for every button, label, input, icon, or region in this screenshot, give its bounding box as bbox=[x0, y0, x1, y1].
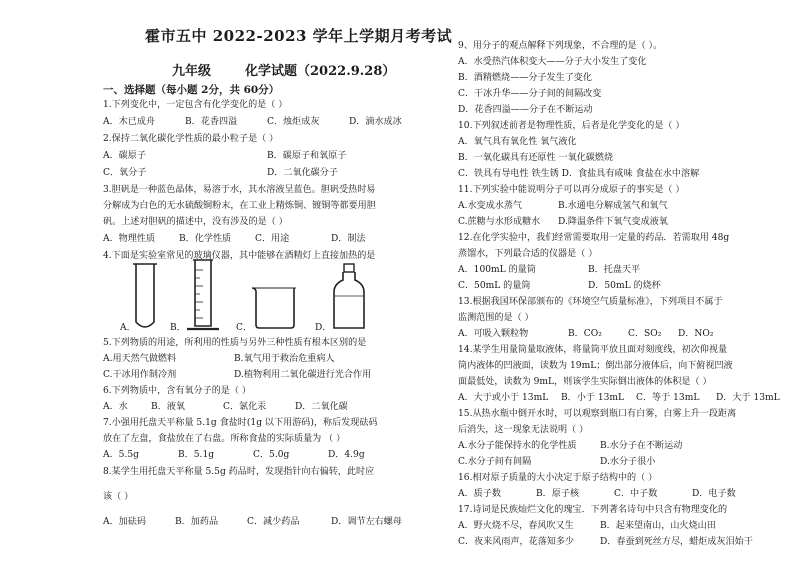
option: D.水分子很小 bbox=[600, 457, 656, 467]
q12-options-row2 bbox=[458, 280, 661, 292]
option: C．等于 13mL bbox=[636, 393, 700, 403]
q10-option-a: A．氧气具有氧化性 氧气液化 bbox=[458, 137, 577, 147]
q5-options-row2 bbox=[103, 369, 371, 381]
q8-options bbox=[103, 516, 402, 528]
option: C．氯化汞 bbox=[223, 402, 267, 412]
option: C.水分子间有间隔 bbox=[458, 457, 532, 467]
option: A．木已成舟 bbox=[103, 117, 156, 127]
question-8-line1: 8.某学生用托盘天平称量 5.5g 药品时，发现指针向右偏转，此时应 bbox=[103, 467, 375, 477]
exam-name: 化学试题（2022.9.28） bbox=[245, 64, 396, 79]
option: C．50mL 的量筒 bbox=[458, 281, 531, 291]
question-12-line2: 蒸馏水，下列最合适的仪器是（ ） bbox=[458, 249, 598, 259]
option: D．制法 bbox=[331, 234, 366, 244]
option: C．夜来风雨声，花落知多少 bbox=[458, 537, 575, 547]
question-14-line3: 面最低处，读数为 9mL，则该学生实际倒出液体的体积是（ ） bbox=[458, 377, 712, 387]
question-12-line1: 12.在化学实验中，我们经常需要取用一定量的药品．若需取用 48g bbox=[458, 233, 730, 243]
option: A．物理性质 bbox=[103, 234, 156, 244]
option: D．NO₂ bbox=[678, 329, 714, 339]
option: A.水分子能保持水的化学性质 bbox=[458, 441, 577, 451]
option: C.蔗糖与水形成糖水 bbox=[458, 217, 541, 227]
option: C．5.0g bbox=[253, 450, 290, 460]
option: C．氧分子 bbox=[103, 168, 147, 178]
option: A．可吸入颗粒物 bbox=[458, 329, 529, 339]
option: D．春蚕到死丝方尽，蜡炬成灰泪始干 bbox=[600, 537, 753, 547]
option: D．滴水成冰 bbox=[349, 117, 402, 127]
q14-options bbox=[458, 392, 780, 404]
question-3-line2: 分解成为白色的无水硫酸铜粉末，在工业上精炼铜、镀铜等都要用胆 bbox=[103, 201, 376, 211]
q15-options-row2 bbox=[458, 456, 655, 468]
question-3-line1: 3.胆矾是一种蓝色晶体，易溶于水，其水溶液呈蓝色。胆矾受热时易 bbox=[103, 185, 376, 195]
option: B．加药品 bbox=[175, 517, 219, 527]
option: B．起来望南山，山火烧山田 bbox=[600, 521, 716, 531]
option: D．4.9g bbox=[328, 450, 365, 460]
question-13-line2: 监测范围的是（ ） bbox=[458, 313, 534, 323]
option: A．水 bbox=[103, 402, 128, 412]
option: B.水通电分解成氢气和氧气 bbox=[558, 201, 668, 211]
question-7-line2: 放在了左盘，食盐放在了右盘。所称食盐的实际质量为 （ ） bbox=[103, 434, 346, 444]
option: C．用途 bbox=[255, 234, 290, 244]
q7-options bbox=[103, 449, 365, 461]
option: D.降温条件下氧气变成液氧 bbox=[558, 217, 668, 227]
question-1: 1.下列变化中，一定包含有化学变化的是（ ） bbox=[103, 100, 288, 110]
option: B．原子核 bbox=[536, 489, 580, 499]
option: A.用天然气做燃料 bbox=[103, 354, 177, 364]
option: A．5.5g bbox=[103, 450, 139, 460]
q11-options-row2 bbox=[458, 216, 668, 228]
q9-option-a: A．水受热汽体积变大——分子大小发生了变化 bbox=[458, 57, 647, 67]
question-10: 10.下列叙述前者是物理性质，后者是化学变化的是（ ） bbox=[458, 121, 685, 131]
q3-options bbox=[103, 233, 366, 245]
option: A．质子数 bbox=[458, 489, 501, 499]
grade-label: 九年级 bbox=[172, 64, 212, 79]
option: A．100mL 的量筒 bbox=[458, 265, 536, 275]
q2-options-row2 bbox=[103, 167, 338, 179]
option: B.水分子在不断运动 bbox=[600, 441, 683, 451]
q4-option-b: B． bbox=[170, 323, 186, 333]
question-13-line1: 13.根据我国环保部颁布的《环境空气质量标准》，下列项目不属于 bbox=[458, 297, 723, 307]
question-4: 4.下面是实验室常见的玻璃仪器，其中能够在酒精灯上直接加热的是 bbox=[103, 251, 376, 261]
q17-options-row2 bbox=[458, 536, 753, 548]
q5-options-row1 bbox=[103, 353, 335, 365]
page-title: 霍市五中 2022-2023 学年上学期月考考试 bbox=[145, 27, 453, 45]
q12-options-row1 bbox=[458, 264, 640, 276]
option: B．5.1g bbox=[178, 450, 215, 460]
option: C．SO₂ bbox=[628, 329, 662, 339]
option: A．加砝码 bbox=[103, 517, 146, 527]
question-5: 5.下列物质的用途，所利用的性质与另外三种性质有根本区别的是 bbox=[103, 338, 367, 348]
option: B.氧气用于救治危重病人 bbox=[234, 354, 335, 364]
option: B．液氧 bbox=[151, 402, 185, 412]
question-17: 17.诗词是民族灿烂文化的瑰宝．下列著名诗句中只含有物理变化的 bbox=[458, 505, 728, 515]
option: A．碳原子 bbox=[103, 151, 146, 161]
option: C．减少药品 bbox=[247, 517, 300, 527]
q9-option-b: B．酒精燃烧——分子发生了变化 bbox=[458, 73, 592, 83]
option: D．二氧化碳分子 bbox=[267, 168, 338, 178]
question-2: 2.保持二氧化碳化学性质的最小粒子是（ ） bbox=[103, 134, 279, 144]
question-3-line3: 矾。上述对胆矾的描述中，没有涉及的是（ ） bbox=[103, 217, 288, 227]
option: D．调节左右螺母 bbox=[331, 517, 402, 527]
question-14-line2: 筒内液体的凹液面，读数为 19mL；倒出部分液体后，向下俯视凹液 bbox=[458, 361, 733, 371]
option: B．花香四溢 bbox=[185, 117, 238, 127]
option: D.植物利用二氧化碳进行光合作用 bbox=[234, 370, 372, 380]
q10-option-b: B．一氧化碳具有还原性 一氧化碳燃烧 bbox=[458, 153, 614, 163]
option: A．大于或小于 13mL bbox=[458, 393, 549, 403]
question-16: 16.相对原子质量的大小决定于原子结构中的（ ） bbox=[458, 473, 658, 483]
q1-options bbox=[103, 116, 402, 128]
question-11: 11.下列实验中能说明分子可以再分成原子的事实是（ ） bbox=[458, 185, 685, 195]
reagent-bottle-image bbox=[330, 262, 368, 332]
question-9: 9、用分子的观点解释下列现象，不合理的是（ ）。 bbox=[458, 41, 663, 51]
q9-option-d: D．花香四溢——分子在不断运动 bbox=[458, 105, 593, 115]
q4-option-a: A． bbox=[120, 323, 136, 333]
q11-options-row1 bbox=[458, 200, 668, 212]
option: C．烛炬成灰 bbox=[267, 117, 320, 127]
option: D．电子数 bbox=[692, 489, 736, 499]
q10-option-cd: C．铁具有导电性 铁生锈 D．食盐具有咸味 食盐在水中溶解 bbox=[458, 169, 700, 179]
option: D．大于 13mL bbox=[716, 393, 780, 403]
beaker-image bbox=[250, 285, 300, 330]
q13-options bbox=[458, 328, 713, 340]
option: B．小于 13mL bbox=[561, 393, 625, 403]
q4-option-c: C． bbox=[236, 323, 253, 333]
option: C.干冰用作制冷剂 bbox=[103, 370, 177, 380]
graduated-cylinder-image bbox=[183, 258, 223, 336]
option: C．中子数 bbox=[614, 489, 658, 499]
question-15-line2: 后消失，这一现象无法说明（ ） bbox=[458, 425, 589, 435]
q9-option-c: C．干冰升华——分子间的间隔改变 bbox=[458, 89, 602, 99]
q16-options bbox=[458, 488, 736, 500]
option: A．野火烧不尽，春风吹又生 bbox=[458, 521, 574, 531]
question-15-line1: 15.从热水瓶中倒开水时，可以观察到瓶口有白雾，白雾上升一段距离 bbox=[458, 409, 737, 419]
question-6: 6.下列物质中，含有氧分子的是（ ） bbox=[103, 386, 251, 396]
option: D．二氧化碳 bbox=[295, 402, 348, 412]
q15-options-row1 bbox=[458, 440, 682, 452]
question-7-line1: 7.小强用托盘天平称量 5.1g 食盐时(1g 以下用游码)，称后发现砝码 bbox=[103, 418, 378, 428]
q2-options-row1 bbox=[103, 150, 346, 162]
exam-subtitle bbox=[172, 60, 395, 79]
option: B．托盘天平 bbox=[588, 265, 641, 275]
question-14-line1: 14.某学生用量筒量取液体，将量筒平放且面对刻度线，初次仰视量 bbox=[458, 345, 728, 355]
option: D．50mL 的烧杯 bbox=[588, 281, 661, 291]
option: B．CO₂ bbox=[568, 329, 602, 339]
q4-option-d: D． bbox=[315, 323, 332, 333]
question-8-line2: 该（ ） bbox=[103, 492, 134, 502]
q17-options-row1 bbox=[458, 520, 716, 532]
option: B．碳原子和氧原子 bbox=[267, 151, 347, 161]
q6-options bbox=[103, 401, 348, 413]
section-heading: 一、选择题（每小题 2分，共 60分） bbox=[103, 84, 280, 96]
option: B．化学性质 bbox=[179, 234, 232, 244]
option: A.水变成水蒸气 bbox=[458, 201, 523, 211]
